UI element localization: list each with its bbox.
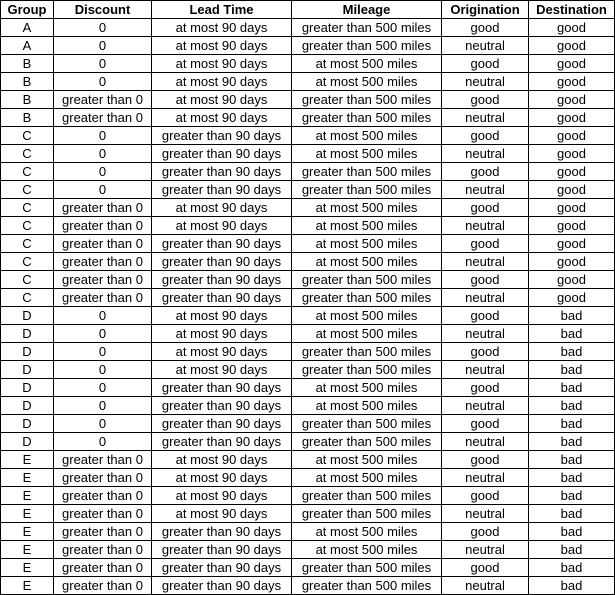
- cell-discount: 0: [54, 307, 152, 325]
- cell-destination: bad: [529, 325, 615, 343]
- cell-destination: good: [529, 19, 615, 37]
- cell-discount: greater than 0: [54, 541, 152, 559]
- cell-destination: bad: [529, 541, 615, 559]
- cell-group: C: [1, 253, 54, 271]
- cell-mileage: greater than 500 miles: [292, 37, 442, 55]
- cell-lead-time: greater than 90 days: [152, 289, 292, 307]
- cell-group: B: [1, 91, 54, 109]
- cell-destination: bad: [529, 397, 615, 415]
- cell-group: D: [1, 433, 54, 451]
- cell-destination: good: [529, 145, 615, 163]
- cell-discount: greater than 0: [54, 253, 152, 271]
- cell-discount: greater than 0: [54, 505, 152, 523]
- column-header-mileage: Mileage: [292, 1, 442, 19]
- cell-group: C: [1, 217, 54, 235]
- cell-destination: bad: [529, 469, 615, 487]
- cell-origination: neutral: [442, 541, 529, 559]
- cell-origination: neutral: [442, 73, 529, 91]
- cell-group: C: [1, 127, 54, 145]
- cell-mileage: greater than 500 miles: [292, 289, 442, 307]
- cell-destination: bad: [529, 451, 615, 469]
- cell-origination: neutral: [442, 217, 529, 235]
- cell-lead-time: greater than 90 days: [152, 253, 292, 271]
- cell-origination: good: [442, 19, 529, 37]
- cell-origination: good: [442, 163, 529, 181]
- table-row: [1, 289, 615, 307]
- cell-origination: good: [442, 379, 529, 397]
- table-row: [1, 235, 615, 253]
- table-row: [1, 163, 615, 181]
- cell-mileage: at most 500 miles: [292, 523, 442, 541]
- cell-group: D: [1, 361, 54, 379]
- cell-mileage: at most 500 miles: [292, 127, 442, 145]
- cell-lead-time: greater than 90 days: [152, 433, 292, 451]
- table-row: [1, 91, 615, 109]
- table-row: [1, 433, 615, 451]
- cell-group: D: [1, 325, 54, 343]
- cell-group: D: [1, 379, 54, 397]
- cell-lead-time: at most 90 days: [152, 19, 292, 37]
- cell-discount: greater than 0: [54, 577, 152, 595]
- cell-group: A: [1, 37, 54, 55]
- cell-discount: 0: [54, 127, 152, 145]
- cell-group: B: [1, 55, 54, 73]
- cell-group: C: [1, 289, 54, 307]
- cell-discount: greater than 0: [54, 217, 152, 235]
- table-row: [1, 217, 615, 235]
- cell-destination: good: [529, 109, 615, 127]
- cell-lead-time: at most 90 days: [152, 487, 292, 505]
- cell-mileage: at most 500 miles: [292, 235, 442, 253]
- cell-mileage: at most 500 miles: [292, 541, 442, 559]
- cell-discount: 0: [54, 325, 152, 343]
- cell-mileage: at most 500 miles: [292, 199, 442, 217]
- cell-origination: good: [442, 415, 529, 433]
- cell-group: C: [1, 145, 54, 163]
- cell-group: D: [1, 415, 54, 433]
- cell-group: D: [1, 343, 54, 361]
- column-header-origination: Origination: [442, 1, 529, 19]
- cell-lead-time: at most 90 days: [152, 55, 292, 73]
- cell-discount: greater than 0: [54, 235, 152, 253]
- cell-origination: good: [442, 451, 529, 469]
- cell-mileage: greater than 500 miles: [292, 91, 442, 109]
- cell-group: A: [1, 19, 54, 37]
- cell-discount: 0: [54, 397, 152, 415]
- cell-lead-time: greater than 90 days: [152, 523, 292, 541]
- cell-mileage: greater than 500 miles: [292, 559, 442, 577]
- cell-mileage: greater than 500 miles: [292, 487, 442, 505]
- cell-mileage: greater than 500 miles: [292, 181, 442, 199]
- cell-destination: bad: [529, 433, 615, 451]
- cell-origination: good: [442, 307, 529, 325]
- table-row: [1, 199, 615, 217]
- cell-mileage: at most 500 miles: [292, 397, 442, 415]
- cell-mileage: greater than 500 miles: [292, 433, 442, 451]
- cell-lead-time: greater than 90 days: [152, 163, 292, 181]
- cell-mileage: greater than 500 miles: [292, 505, 442, 523]
- cell-origination: neutral: [442, 397, 529, 415]
- cell-origination: good: [442, 559, 529, 577]
- cell-lead-time: greater than 90 days: [152, 235, 292, 253]
- cell-lead-time: at most 90 days: [152, 505, 292, 523]
- cell-destination: bad: [529, 343, 615, 361]
- table-row: [1, 181, 615, 199]
- column-header-discount: Discount: [54, 1, 152, 19]
- table-row: [1, 145, 615, 163]
- table-row: [1, 469, 615, 487]
- cell-discount: 0: [54, 433, 152, 451]
- cell-discount: 0: [54, 343, 152, 361]
- cell-lead-time: at most 90 days: [152, 37, 292, 55]
- cell-group: B: [1, 109, 54, 127]
- cell-lead-time: greater than 90 days: [152, 577, 292, 595]
- cell-group: C: [1, 163, 54, 181]
- cell-mileage: at most 500 miles: [292, 217, 442, 235]
- cell-group: C: [1, 181, 54, 199]
- cell-mileage: greater than 500 miles: [292, 109, 442, 127]
- table-row: [1, 55, 615, 73]
- cell-discount: greater than 0: [54, 523, 152, 541]
- cell-destination: good: [529, 91, 615, 109]
- cell-destination: good: [529, 217, 615, 235]
- cell-discount: 0: [54, 415, 152, 433]
- cell-origination: neutral: [442, 361, 529, 379]
- table-row: [1, 37, 615, 55]
- cell-destination: good: [529, 199, 615, 217]
- cell-lead-time: at most 90 days: [152, 199, 292, 217]
- table-row: [1, 109, 615, 127]
- cell-group: E: [1, 505, 54, 523]
- cell-origination: neutral: [442, 37, 529, 55]
- cell-mileage: greater than 500 miles: [292, 19, 442, 37]
- cell-lead-time: greater than 90 days: [152, 541, 292, 559]
- cell-lead-time: at most 90 days: [152, 343, 292, 361]
- table-row: [1, 505, 615, 523]
- cell-destination: bad: [529, 307, 615, 325]
- cell-lead-time: greater than 90 days: [152, 397, 292, 415]
- cell-origination: neutral: [442, 577, 529, 595]
- cell-discount: 0: [54, 145, 152, 163]
- cell-destination: good: [529, 181, 615, 199]
- cell-lead-time: at most 90 days: [152, 451, 292, 469]
- cell-discount: 0: [54, 55, 152, 73]
- cell-discount: greater than 0: [54, 469, 152, 487]
- table-row: [1, 253, 615, 271]
- cell-discount: greater than 0: [54, 91, 152, 109]
- cell-discount: 0: [54, 379, 152, 397]
- cell-origination: good: [442, 235, 529, 253]
- table-row: [1, 271, 615, 289]
- cell-lead-time: greater than 90 days: [152, 379, 292, 397]
- cell-destination: bad: [529, 487, 615, 505]
- cell-destination: bad: [529, 361, 615, 379]
- cell-lead-time: greater than 90 days: [152, 127, 292, 145]
- cell-destination: good: [529, 127, 615, 145]
- cell-group: E: [1, 541, 54, 559]
- cell-discount: 0: [54, 19, 152, 37]
- cell-mileage: greater than 500 miles: [292, 343, 442, 361]
- cell-group: C: [1, 271, 54, 289]
- cell-lead-time: greater than 90 days: [152, 145, 292, 163]
- cell-lead-time: greater than 90 days: [152, 415, 292, 433]
- table-row: [1, 19, 615, 37]
- cell-origination: neutral: [442, 505, 529, 523]
- cell-lead-time: greater than 90 days: [152, 181, 292, 199]
- cell-mileage: greater than 500 miles: [292, 163, 442, 181]
- cell-origination: good: [442, 343, 529, 361]
- cell-origination: good: [442, 487, 529, 505]
- cell-destination: good: [529, 271, 615, 289]
- table-row: [1, 487, 615, 505]
- cell-lead-time: at most 90 days: [152, 469, 292, 487]
- cell-origination: good: [442, 127, 529, 145]
- cell-mileage: at most 500 miles: [292, 469, 442, 487]
- cell-mileage: at most 500 miles: [292, 73, 442, 91]
- cell-destination: good: [529, 73, 615, 91]
- cell-discount: greater than 0: [54, 559, 152, 577]
- cell-discount: greater than 0: [54, 487, 152, 505]
- cell-destination: bad: [529, 379, 615, 397]
- cell-lead-time: at most 90 days: [152, 217, 292, 235]
- cell-destination: good: [529, 163, 615, 181]
- cell-group: B: [1, 73, 54, 91]
- cell-lead-time: greater than 90 days: [152, 559, 292, 577]
- cell-mileage: at most 500 miles: [292, 379, 442, 397]
- cell-origination: good: [442, 523, 529, 541]
- cell-group: C: [1, 235, 54, 253]
- table-row: [1, 451, 615, 469]
- cell-mileage: greater than 500 miles: [292, 577, 442, 595]
- cell-lead-time: at most 90 days: [152, 325, 292, 343]
- cell-discount: 0: [54, 181, 152, 199]
- table-row: [1, 559, 615, 577]
- table-row: [1, 523, 615, 541]
- cell-discount: greater than 0: [54, 199, 152, 217]
- column-header-group: Group: [1, 1, 54, 19]
- cell-origination: neutral: [442, 109, 529, 127]
- cell-destination: bad: [529, 523, 615, 541]
- cell-origination: good: [442, 199, 529, 217]
- header-row: [1, 1, 615, 19]
- cell-mileage: at most 500 miles: [292, 145, 442, 163]
- cell-group: E: [1, 577, 54, 595]
- cell-destination: bad: [529, 505, 615, 523]
- cell-destination: bad: [529, 559, 615, 577]
- cell-lead-time: at most 90 days: [152, 361, 292, 379]
- cell-lead-time: at most 90 days: [152, 109, 292, 127]
- cell-origination: neutral: [442, 469, 529, 487]
- table-body: [1, 19, 615, 595]
- cell-origination: good: [442, 55, 529, 73]
- cell-destination: good: [529, 37, 615, 55]
- cell-origination: neutral: [442, 289, 529, 307]
- cell-group: E: [1, 523, 54, 541]
- column-header-lead-time: Lead Time: [152, 1, 292, 19]
- cell-discount: 0: [54, 361, 152, 379]
- table-row: [1, 541, 615, 559]
- cell-group: D: [1, 307, 54, 325]
- cell-group: E: [1, 469, 54, 487]
- table-row: [1, 127, 615, 145]
- cell-mileage: at most 500 miles: [292, 253, 442, 271]
- cell-group: E: [1, 451, 54, 469]
- cell-discount: 0: [54, 37, 152, 55]
- cell-lead-time: at most 90 days: [152, 91, 292, 109]
- cell-destination: good: [529, 235, 615, 253]
- cell-origination: neutral: [442, 181, 529, 199]
- table-row: [1, 379, 615, 397]
- cell-discount: greater than 0: [54, 451, 152, 469]
- table-row: [1, 343, 615, 361]
- table-row: [1, 73, 615, 91]
- table-row: [1, 397, 615, 415]
- cell-origination: good: [442, 91, 529, 109]
- column-header-destination: Destination: [529, 1, 615, 19]
- cell-group: D: [1, 397, 54, 415]
- cell-mileage: at most 500 miles: [292, 307, 442, 325]
- cell-discount: greater than 0: [54, 271, 152, 289]
- cell-mileage: greater than 500 miles: [292, 415, 442, 433]
- cell-discount: greater than 0: [54, 109, 152, 127]
- cell-destination: bad: [529, 415, 615, 433]
- cell-destination: bad: [529, 577, 615, 595]
- cell-discount: greater than 0: [54, 289, 152, 307]
- table-row: [1, 415, 615, 433]
- table-row: [1, 361, 615, 379]
- table-row: [1, 307, 615, 325]
- cell-origination: neutral: [442, 325, 529, 343]
- cell-discount: 0: [54, 163, 152, 181]
- cell-mileage: at most 500 miles: [292, 325, 442, 343]
- table-row: [1, 577, 615, 595]
- table-row: [1, 325, 615, 343]
- cell-origination: good: [442, 271, 529, 289]
- cell-mileage: greater than 500 miles: [292, 271, 442, 289]
- cell-group: E: [1, 487, 54, 505]
- cell-discount: 0: [54, 73, 152, 91]
- cell-group: E: [1, 559, 54, 577]
- cell-lead-time: at most 90 days: [152, 307, 292, 325]
- cell-origination: neutral: [442, 253, 529, 271]
- cell-destination: good: [529, 289, 615, 307]
- cell-mileage: at most 500 miles: [292, 55, 442, 73]
- cell-destination: good: [529, 55, 615, 73]
- cell-origination: neutral: [442, 433, 529, 451]
- cell-destination: good: [529, 253, 615, 271]
- cell-mileage: at most 500 miles: [292, 451, 442, 469]
- cell-lead-time: at most 90 days: [152, 73, 292, 91]
- cell-mileage: greater than 500 miles: [292, 361, 442, 379]
- cell-group: C: [1, 199, 54, 217]
- cell-lead-time: greater than 90 days: [152, 271, 292, 289]
- cell-origination: neutral: [442, 145, 529, 163]
